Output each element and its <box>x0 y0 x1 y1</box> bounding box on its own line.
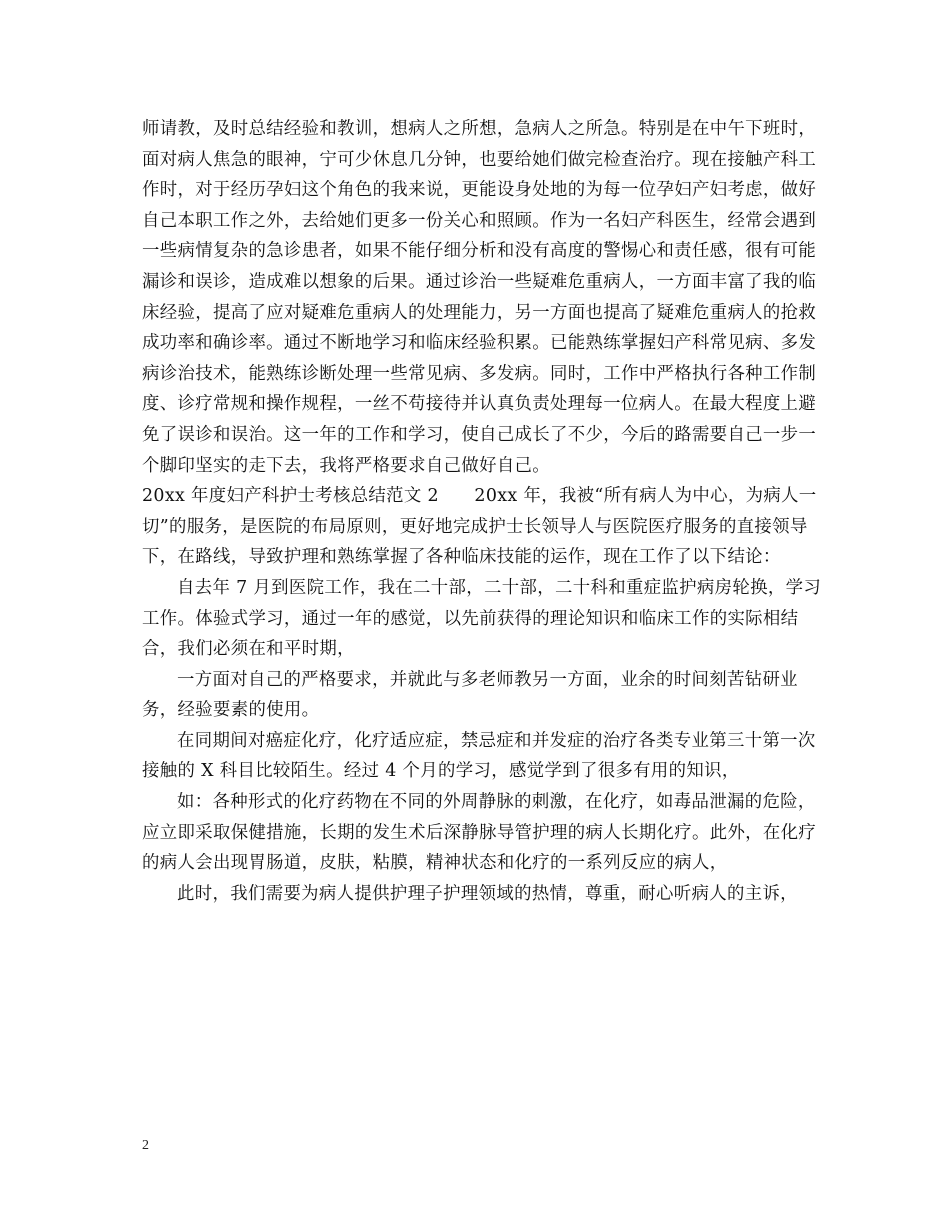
paragraph-section-heading: 20xx 年度妇产科护士考核总结范文 2 20xx 年，我被“所有病人为中心，为病人一切”的服务，是医院的布局原则，更好地完成护士长领导人与医院医疗服务的直接领导下，在路线，导致护理和熟练掌握了各种临床技能的运作，现在工作了以下结论： <box>142 486 817 568</box>
page-number: 2 <box>142 1138 149 1153</box>
paragraph-patient-care: 此时，我们需要为病人提供护理子护理领域的热情，尊重，耐心听病人的主诉， <box>177 883 798 904</box>
paragraph-continued-text: 师请教，及时总结经验和教训，想病人之所想，急病人之所急。特别是在中午下班时，面对病人焦急的眼神，宁可少休息几分钟，也要给她们做完检查治疗。现在接触产科工作时，对于经历孕妇这个角色的我来说，更能设身处地的为每一位孕妇产妇考虑，做好自己本职工作之外，去给她们更多一份关心和照顾。作为一名妇产科医生，经常会遇到一些病情复杂的急诊患者，如果不能仔细分析和没有高度的警惕心和责任感，很有可能漏诊和误诊，造成难以想象的后果。通过诊治一些疑难危重病人，一方面丰富了我的临床经验，提高了应对疑难危重病人的处理能力，另一方面也提高了疑难危重病人的抢救成功率和确诊率。通过不断地学习和临床经验积累。已能熟练掌握妇产科常见病、多发病诊治技术，能熟练诊断处理一些常见病、多发病。同时，工作中严格执行各种工作制度、诊疗常规和操作规程，一丝不苟接待并认真负责处理每一位病人。在最大程度上避免了误诊和误治。这一年的工作和学习，使自己成长了不少，今后的路需要自己一步一个脚印坚实的走下去，我将严格要求自己做好自己。 <box>142 119 817 476</box>
paragraph-work-rotation: 自去年 7 月到医院工作，我在二十部，二十部，二十科和重症监护病房轮换，学习工作。体验式学习，通过一年的感觉，以先前获得的理论知识和临床工作的实际相结合，我们必须在和平时期， <box>142 577 822 660</box>
paragraph-chemotherapy-examples: 如：各种形式的化疗药物在不同的外周静脉的刺激，在化疗，如毒品泄漏的危险，应立即采取保健措施，长期的发生术后深静脉导管护理的病人长期化疗。此外，在化疗的病人会出现胃肠道，皮肤，粘膜，精神状态和化疗的一系列反应的病人， <box>142 792 817 874</box>
paragraph-chemotherapy-learning: 在同期间对癌症化疗，化疗适应症，禁忌症和并发症的治疗各类专业第三十第一次接触的 X 科目比较陌生。经过 4 个月的学习，感觉学到了很多有用的知识， <box>142 730 816 782</box>
paragraph-self-requirements: 一方面对自己的严格要求，并就此与多老师教另一方面，业余的时间刻苦钻研业务，经验要素的使用。 <box>142 669 798 721</box>
document-body <box>142 114 832 909</box>
